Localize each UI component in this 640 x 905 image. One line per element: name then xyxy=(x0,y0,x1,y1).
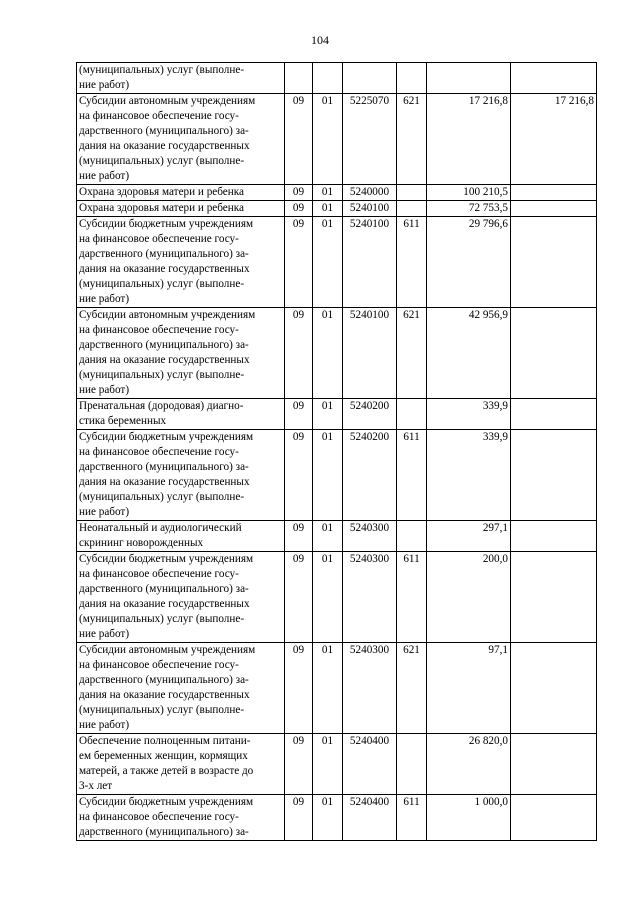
amount-secondary xyxy=(511,643,597,734)
section-code: 09 xyxy=(285,185,313,201)
target-article-code: 5240400 xyxy=(343,795,397,841)
table-row xyxy=(77,63,597,94)
table-row xyxy=(77,185,597,201)
amount: 1 000,0 xyxy=(427,795,511,841)
amount: 72 753,5 xyxy=(427,201,511,217)
amount-secondary xyxy=(511,308,597,399)
item-name: Субсидии бюджетным учреждениям на финансовое обеспечение госу- дарственного (муниципального) за- дания на оказание государственных (муниципальных) услуг (выполне- ние работ) xyxy=(77,552,285,643)
amount: 339,9 xyxy=(427,430,511,521)
amount: 29 796,6 xyxy=(427,217,511,308)
target-article-code: 5240400 xyxy=(343,734,397,795)
item-name: Охрана здоровья матери и ребенка xyxy=(77,201,285,217)
table-row xyxy=(77,643,597,734)
expense-type-code: 621 xyxy=(397,94,427,185)
subsection-code: 01 xyxy=(313,643,343,734)
subsection-code: 01 xyxy=(313,201,343,217)
amount: 100 210,5 xyxy=(427,185,511,201)
item-name: Субсидии бюджетным учреждениям на финансовое обеспечение госу- дарственного (муниципального) за- дания на оказание государственных (муниципальных) услуг (выполне- ние работ) xyxy=(77,217,285,308)
amount-secondary xyxy=(511,399,597,430)
item-name: Пренатальная (дородовая) диагно- стика беременных xyxy=(77,399,285,430)
item-name: Субсидии бюджетным учреждениям на финансовое обеспечение госу- дарственного (муниципального) за- дания на оказание государственных (муниципальных) услуг (выполне- ние работ) xyxy=(77,430,285,521)
expense-type-code xyxy=(397,63,427,94)
table-row xyxy=(77,552,597,643)
item-name: Субсидии автономным учреждениям на финансовое обеспечение госу- дарственного (муниципального) за- дания на оказание государственных (муниципальных) услуг (выполне- ние работ) xyxy=(77,308,285,399)
expense-type-code xyxy=(397,201,427,217)
amount-secondary xyxy=(511,201,597,217)
item-name: Обеспечение полноценным питани- ем беременных женщин, кормящих матерей, а также детей в возрасте до 3-х лет xyxy=(77,734,285,795)
section-code: 09 xyxy=(285,521,313,552)
amount-secondary xyxy=(511,430,597,521)
expense-type-code xyxy=(397,185,427,201)
item-name: Субсидии автономным учреждениям на финансовое обеспечение госу- дарственного (муниципального) за- дания на оказание государственных (муниципальных) услуг (выполне- ние работ) xyxy=(77,94,285,185)
section-code: 09 xyxy=(285,795,313,841)
section-code: 09 xyxy=(285,734,313,795)
amount-secondary xyxy=(511,552,597,643)
expense-type-code: 611 xyxy=(397,430,427,521)
table-row xyxy=(77,430,597,521)
item-name: Охрана здоровья матери и ребенка xyxy=(77,185,285,201)
expense-type-code xyxy=(397,734,427,795)
amount-secondary xyxy=(511,734,597,795)
amount-secondary xyxy=(511,185,597,201)
subsection-code: 01 xyxy=(313,399,343,430)
table-row xyxy=(77,795,597,841)
item-name: Субсидии бюджетным учреждениям на финансовое обеспечение госу- дарственного (муниципального) за- xyxy=(77,795,285,841)
subsection-code: 01 xyxy=(313,217,343,308)
subsection-code: 01 xyxy=(313,185,343,201)
table-row xyxy=(77,308,597,399)
table-row xyxy=(77,94,597,185)
target-article-code: 5240200 xyxy=(343,399,397,430)
target-article-code: 5240100 xyxy=(343,217,397,308)
expense-type-code: 621 xyxy=(397,308,427,399)
amount-secondary xyxy=(511,217,597,308)
section-code: 09 xyxy=(285,552,313,643)
target-article-code: 5240000 xyxy=(343,185,397,201)
section-code: 09 xyxy=(285,308,313,399)
amount-secondary xyxy=(511,521,597,552)
table-row xyxy=(77,217,597,308)
subsection-code: 01 xyxy=(313,521,343,552)
section-code: 09 xyxy=(285,430,313,521)
expense-type-code xyxy=(397,399,427,430)
amount-secondary xyxy=(511,63,597,94)
target-article-code: 5225070 xyxy=(343,94,397,185)
budget-table-body xyxy=(77,63,597,841)
subsection-code: 01 xyxy=(313,734,343,795)
subsection-code: 01 xyxy=(313,552,343,643)
item-name: (муниципальных) услуг (выполне- ние работ) xyxy=(77,63,285,94)
amount xyxy=(427,63,511,94)
amount: 17 216,8 xyxy=(427,94,511,185)
target-article-code: 5240300 xyxy=(343,643,397,734)
section-code: 09 xyxy=(285,643,313,734)
amount: 339,9 xyxy=(427,399,511,430)
amount-secondary xyxy=(511,795,597,841)
item-name: Неонатальный и аудиологический скрининг новорожденных xyxy=(77,521,285,552)
section-code: 09 xyxy=(285,201,313,217)
subsection-code xyxy=(313,63,343,94)
section-code: 09 xyxy=(285,399,313,430)
table-row xyxy=(77,399,597,430)
table-row xyxy=(77,201,597,217)
expense-type-code: 611 xyxy=(397,552,427,643)
page-number: 104 xyxy=(311,33,329,47)
table-row xyxy=(77,734,597,795)
section-code: 09 xyxy=(285,217,313,308)
target-article-code: 5240100 xyxy=(343,201,397,217)
table-row xyxy=(77,521,597,552)
item-name: Субсидии автономным учреждениям на финансовое обеспечение госу- дарственного (муниципального) за- дания на оказание государственных (муниципальных) услуг (выполне- ние работ) xyxy=(77,643,285,734)
target-article-code: 5240200 xyxy=(343,430,397,521)
amount: 297,1 xyxy=(427,521,511,552)
subsection-code: 01 xyxy=(313,430,343,521)
target-article-code: 5240300 xyxy=(343,521,397,552)
amount: 42 956,9 xyxy=(427,308,511,399)
amount-secondary: 17 216,8 xyxy=(511,94,597,185)
target-article-code xyxy=(343,63,397,94)
expense-type-code xyxy=(397,521,427,552)
section-code xyxy=(285,63,313,94)
target-article-code: 5240300 xyxy=(343,552,397,643)
amount: 200,0 xyxy=(427,552,511,643)
target-article-code: 5240100 xyxy=(343,308,397,399)
expense-type-code: 611 xyxy=(397,795,427,841)
section-code: 09 xyxy=(285,94,313,185)
subsection-code: 01 xyxy=(313,795,343,841)
subsection-code: 01 xyxy=(313,94,343,185)
expense-type-code: 611 xyxy=(397,217,427,308)
amount: 26 820,0 xyxy=(427,734,511,795)
expense-type-code: 621 xyxy=(397,643,427,734)
subsection-code: 01 xyxy=(313,308,343,399)
budget-table xyxy=(76,62,597,841)
amount: 97,1 xyxy=(427,643,511,734)
